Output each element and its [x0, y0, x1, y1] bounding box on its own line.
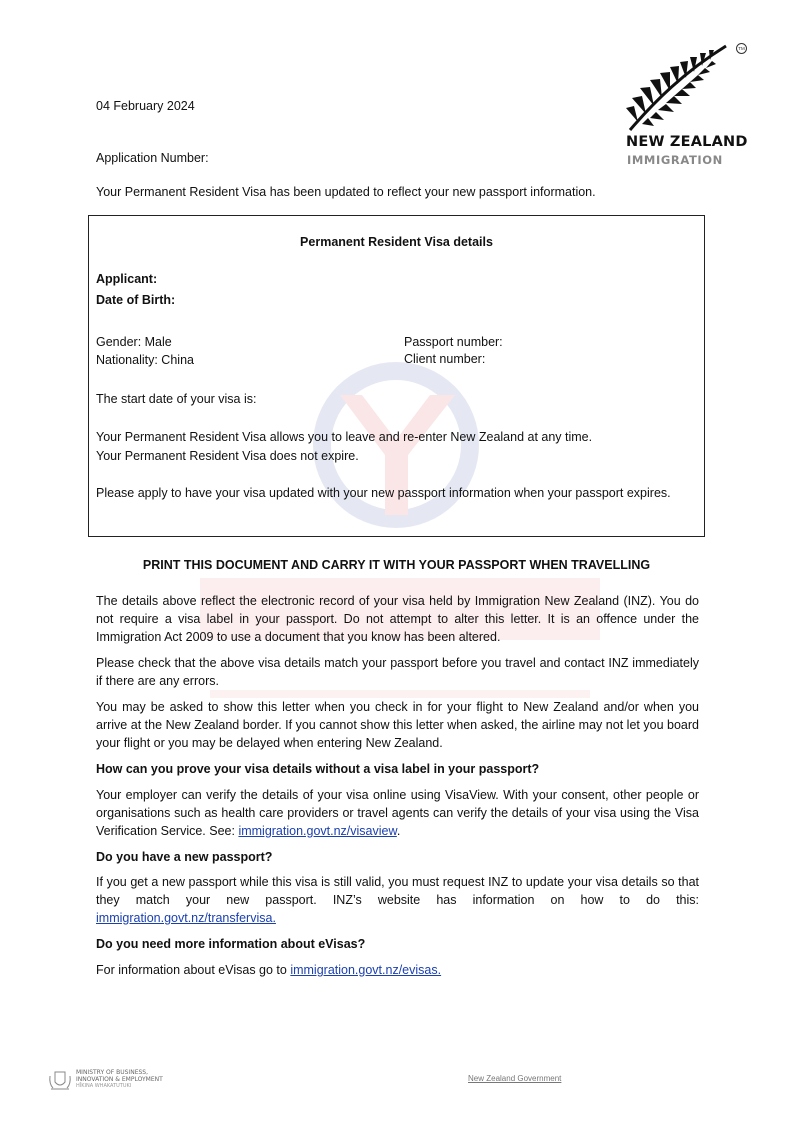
paragraph-visaview [96, 786, 699, 840]
passport-number-label: Passport number: [404, 335, 503, 349]
application-number-label: Application Number: [96, 151, 209, 165]
evisas-text: For information about eVisas go to [96, 963, 291, 977]
heading-new-passport: Do you have a new passport? [96, 850, 273, 864]
visa-condition-expiry: Your Permanent Resident Visa does not expire. [96, 449, 359, 463]
transfervisa-link[interactable]: immigration.govt.nz/transfervisa. [96, 911, 276, 925]
gender-field: Gender: Male [96, 335, 172, 349]
paragraph-new-passport [96, 873, 699, 927]
nz-government-mark: New Zealand Government [468, 1074, 562, 1083]
client-number-label: Client number: [404, 352, 486, 366]
visa-condition-leave: Your Permanent Resident Visa allows you to leave and re-enter New Zealand at any time. [96, 430, 593, 444]
paragraph-evisas [96, 961, 699, 979]
silver-fern-icon [624, 42, 734, 134]
letter-date: 04 February 2024 [96, 99, 195, 113]
intro-text: Your Permanent Resident Visa has been updated to reflect your new passport information. [96, 185, 596, 199]
paragraph-check-details: Please check that the above visa details match your passport before you travel and contact INZ immediately if there are any errors. [96, 656, 699, 688]
visa-apply-update: Please apply to have your visa updated with your new passport information when your passport expires. [96, 486, 671, 500]
mbie-line1: MINISTRY OF BUSINESS, [76, 1069, 149, 1076]
logo-brand-line2: IMMIGRATION [627, 153, 723, 167]
paragraph-show-letter: You may be asked to show this letter when you check in for your flight to New Zealand and/or when you arrive at the New Zealand border. If you cannot show this letter when asked, the airline may not let you board your flight or you may be delayed when entering New Zealand. [96, 700, 699, 750]
evisas-link[interactable]: immigration.govt.nz/evisas. [290, 963, 442, 977]
heading-evisas: Do you need more information about eVisas? [96, 937, 366, 951]
mbie-line3: HĪKINA WHAKATUTUKI [76, 1083, 132, 1089]
start-date-label: The start date of your visa is: [96, 392, 257, 406]
visa-box-title: Permanent Resident Visa details [300, 235, 493, 249]
logo-brand-line1: NEW ZEALAND [626, 134, 748, 150]
print-notice: PRINT THIS DOCUMENT AND CARRY IT WITH YOUR PASSPORT WHEN TRAVELLING [142, 558, 651, 572]
visaview-link[interactable]: immigration.govt.nz/visaview [238, 824, 397, 838]
dob-label: Date of Birth: [96, 293, 176, 307]
visaview-period: . [396, 824, 401, 838]
visaview-text: Your employer can verify the details of your visa online using VisaView. With your consent, other people or organisations such as health care providers or travel agents can verify the details of your visa using the Visa Verification Service. See: [96, 788, 699, 838]
applicant-label: Applicant: [96, 272, 158, 286]
paragraph-electronic-record: The details above reflect the electronic record of your visa held by Immigration New Zealand (INZ). You do not require a visa label in your passport. Do not attempt to alter this letter. It is an offence under the Immigration Act 2009 to use a document that you know has been altered. [96, 594, 699, 644]
trademark-mark: TM [736, 43, 747, 54]
nationality-field: Nationality: China [96, 353, 194, 367]
heading-prove-visa: How can you prove your visa details without a visa label in your passport? [96, 762, 540, 776]
coat-of-arms-icon [47, 1068, 73, 1092]
mbie-line2: INNOVATION & EMPLOYMENT [76, 1076, 163, 1083]
new-passport-text: If you get a new passport while this visa is still valid, you must request INZ to update your visa details so that they match your new passport. INZ’s website has information on how to do this: [96, 875, 699, 907]
